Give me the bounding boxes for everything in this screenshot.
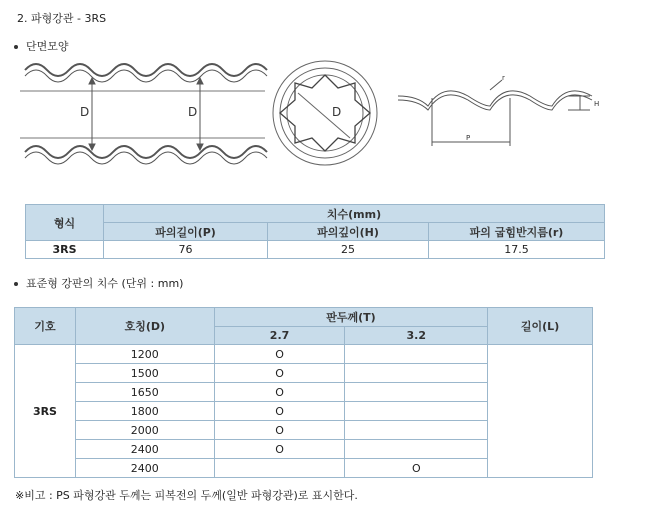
t1-cell: O xyxy=(214,402,345,421)
t1-cell: O xyxy=(214,383,345,402)
cross-section-diagrams xyxy=(20,58,610,188)
t1-cell: O xyxy=(214,364,345,383)
t2-cell xyxy=(345,440,488,459)
radius-label: r xyxy=(502,74,505,82)
t2-cell xyxy=(345,402,488,421)
t1-cell: O xyxy=(214,421,345,440)
pipe-side-view xyxy=(20,64,267,164)
header-thickness: 판두께(T) xyxy=(214,308,487,327)
nominal-cell: 2400 xyxy=(75,459,214,478)
header-thickness-2: 3.2 xyxy=(345,326,488,345)
symbol-cell: 3RS xyxy=(15,345,76,478)
nominal-cell: 2000 xyxy=(75,421,214,440)
header-thickness-1: 2.7 xyxy=(214,326,345,345)
standard-table xyxy=(14,307,593,478)
header-pitch: 파의길이(P) xyxy=(104,223,268,241)
header-symbol: 기호 xyxy=(15,308,76,345)
cross-section-heading-text: 단면모양 xyxy=(26,40,69,53)
t1-cell: O xyxy=(214,345,345,364)
length-cell xyxy=(488,345,593,478)
pitch-label: P xyxy=(466,134,471,142)
row-type: 3RS xyxy=(26,241,104,259)
header-type: 형식 xyxy=(26,205,104,241)
footnote: ※비고 : PS 파형강관 두께는 피복전의 두께(일반 파형강관)로 표시한다. xyxy=(15,489,358,502)
t2-cell: O xyxy=(345,459,488,478)
header-dimensions: 치수(mm) xyxy=(104,205,605,223)
header-nominal: 호칭(D) xyxy=(75,308,214,345)
circle-diameter-label: D xyxy=(332,105,342,119)
nominal-cell: 1200 xyxy=(75,345,214,364)
nominal-cell: 1650 xyxy=(75,383,214,402)
cross-section-heading xyxy=(14,38,69,54)
nominal-cell: 1500 xyxy=(75,364,214,383)
bullet-icon xyxy=(14,45,18,49)
corrugation-profile xyxy=(398,80,592,146)
header-length: 길이(L) xyxy=(488,308,593,345)
bullet-icon xyxy=(14,282,18,286)
row-depth: 25 xyxy=(268,241,429,259)
dimension-table xyxy=(25,204,605,259)
t2-cell xyxy=(345,383,488,402)
table-row xyxy=(15,345,593,364)
t1-cell: O xyxy=(214,440,345,459)
t2-cell xyxy=(345,421,488,440)
pipe-end-view xyxy=(273,61,377,165)
nominal-cell: 2400 xyxy=(75,440,214,459)
row-pitch: 76 xyxy=(104,241,268,259)
t2-cell xyxy=(345,364,488,383)
section-title: 2. 파형강관 - 3RS xyxy=(17,12,107,25)
standard-heading xyxy=(14,275,183,291)
depth-label: H xyxy=(594,100,600,108)
standard-heading-text: 표준형 강판의 치수 (단위 : mm) xyxy=(26,277,184,290)
header-radius: 파의 굽힘반지름(r) xyxy=(429,223,605,241)
t2-cell xyxy=(345,345,488,364)
pipe-diameter-label-mid: D xyxy=(188,105,198,119)
nominal-cell: 1800 xyxy=(75,402,214,421)
header-depth: 파의깊이(H) xyxy=(268,223,429,241)
row-radius: 17.5 xyxy=(429,241,605,259)
t1-cell xyxy=(214,459,345,478)
pipe-diameter-label-left: D xyxy=(80,105,90,119)
